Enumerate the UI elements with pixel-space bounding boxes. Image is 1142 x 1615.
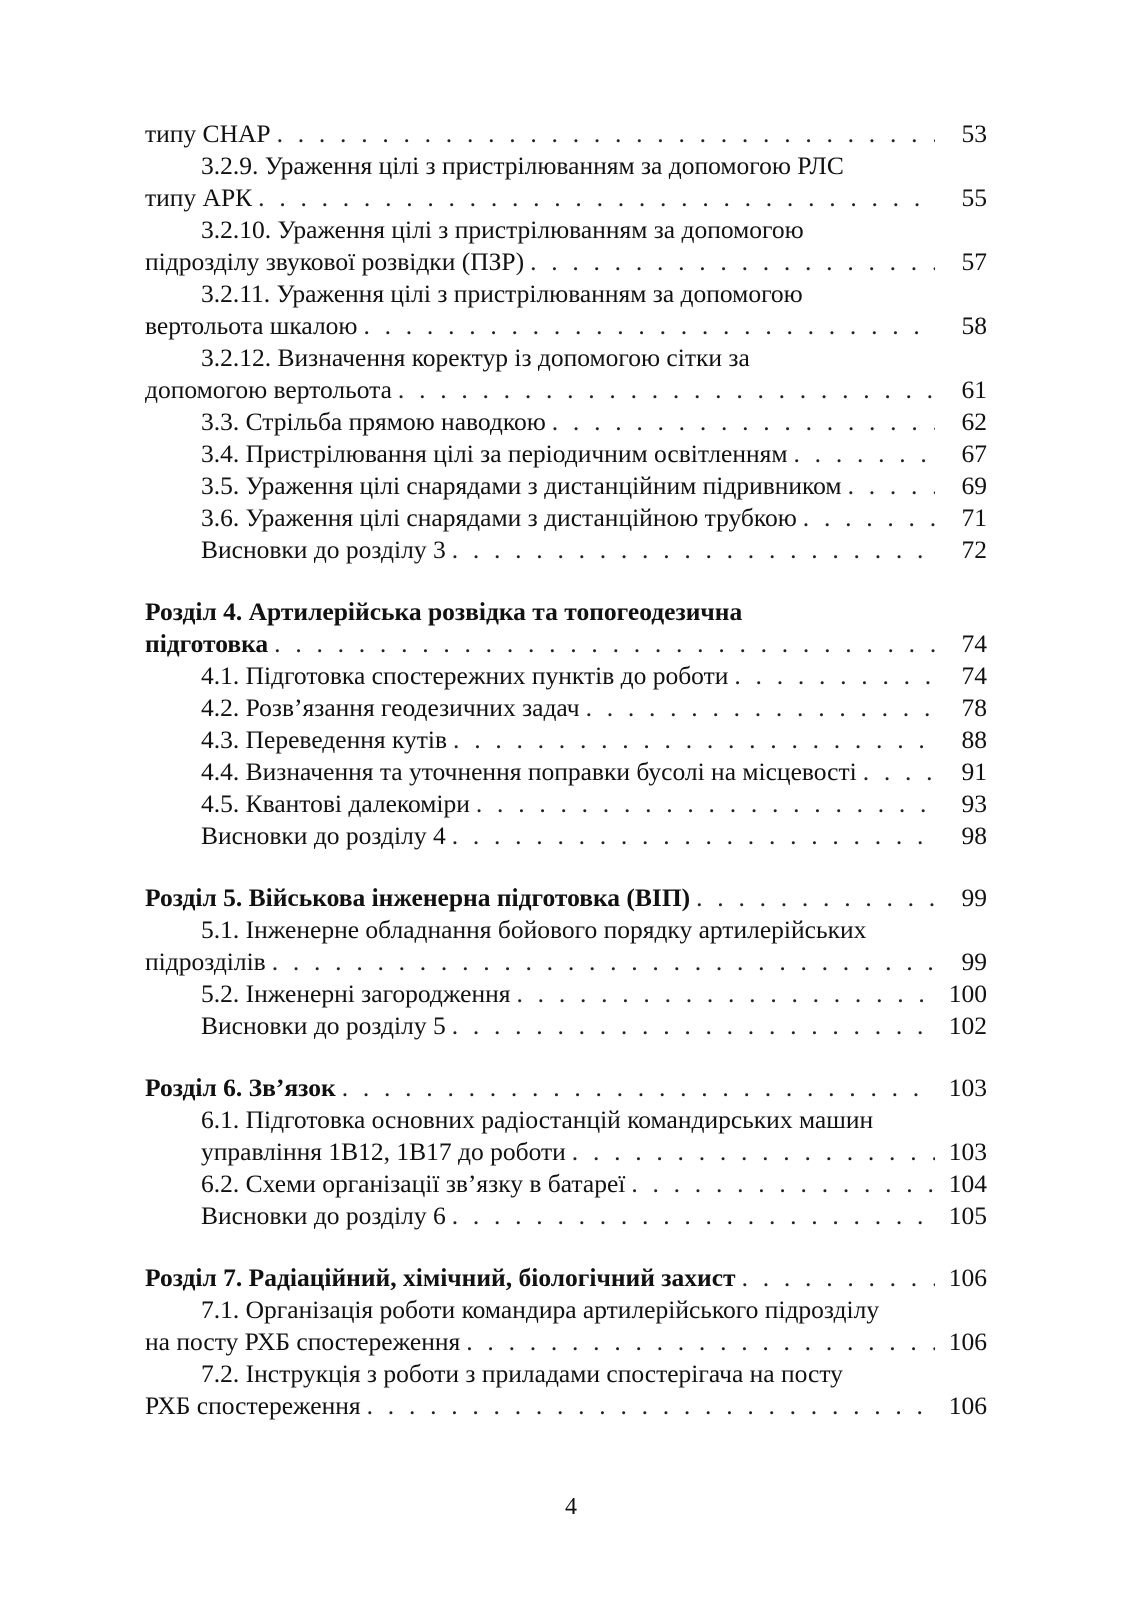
toc-entry-title: Розділ 6. Зв’язок xyxy=(145,1073,336,1102)
dot-leader xyxy=(848,470,935,502)
toc-entry-title: Висновки до розділу 4 xyxy=(201,821,446,850)
toc-entry-title-line: 6.1. Підготовка основних радіостанцій командирських машин xyxy=(201,1105,874,1134)
section-gap xyxy=(145,1042,987,1072)
toc-entry-title: 3.6. Ураження цілі снарядами з дистанційною трубкою xyxy=(201,503,797,532)
toc-entry-row xyxy=(201,502,987,534)
dot-leader xyxy=(530,246,935,278)
toc-entry xyxy=(145,1136,987,1168)
dot-leader xyxy=(794,438,935,470)
toc-page-number: 57 xyxy=(961,247,987,276)
toc-entry xyxy=(145,118,987,150)
dot-leader xyxy=(452,820,935,852)
dot-leader xyxy=(452,1010,935,1042)
toc-entry-title: 4.1. Підготовка спостережних пунктів до роботи xyxy=(201,661,729,690)
toc-entry xyxy=(145,788,987,820)
dot-leader xyxy=(742,1262,935,1294)
toc-page-number: 88 xyxy=(961,725,987,754)
toc-entry-row xyxy=(201,692,987,724)
toc-entry-row xyxy=(201,470,987,502)
toc-entry-title: 4.4. Визначення та уточнення поправки бусолі на місцевості xyxy=(201,757,857,786)
toc-entry xyxy=(145,1168,987,1200)
toc-entry-row xyxy=(201,406,987,438)
dot-leader xyxy=(274,628,935,660)
toc-entry-row xyxy=(145,882,987,914)
table-of-contents xyxy=(145,118,987,1422)
toc-page-number: 72 xyxy=(961,535,987,564)
toc-page-number: 58 xyxy=(961,311,987,340)
dot-leader xyxy=(452,1200,935,1232)
toc-page-number: 71 xyxy=(961,503,987,532)
toc-entry-row xyxy=(145,1072,987,1104)
dot-leader xyxy=(466,1326,935,1358)
dot-leader xyxy=(803,502,935,534)
toc-page-number: 67 xyxy=(961,439,987,468)
toc-entry xyxy=(145,310,987,342)
dot-leader xyxy=(277,118,935,150)
toc-entry-title: підготовка xyxy=(145,629,269,658)
toc-entry-title: Розділ 7. Радіаційний, хімічний, біологічний захист xyxy=(145,1263,736,1292)
toc-page-number: 53 xyxy=(961,119,987,148)
toc-entry-row xyxy=(201,1200,987,1232)
dot-leader xyxy=(586,692,935,724)
toc-entry-row xyxy=(145,246,987,278)
toc-entry-row xyxy=(201,724,987,756)
toc-entry xyxy=(145,724,987,756)
toc-entry-row xyxy=(145,182,987,214)
toc-entry xyxy=(145,406,987,438)
toc-section-entry xyxy=(145,1262,987,1294)
toc-section-entry xyxy=(145,882,987,914)
toc-entry-row xyxy=(201,978,987,1010)
toc-entry-row xyxy=(201,1136,987,1168)
toc-entry-row xyxy=(145,1326,987,1358)
toc-entry-row xyxy=(145,628,987,660)
toc-page-number: 99 xyxy=(961,947,987,976)
toc-entry xyxy=(145,534,987,566)
toc-entry-title-line: 7.2. Інструкція з роботи з приладами спостерігача на посту xyxy=(201,1359,843,1388)
toc-entry-title: типу СНАР xyxy=(145,119,271,148)
dot-leader xyxy=(363,310,935,342)
toc-entry xyxy=(145,246,987,278)
toc-page-number: 78 xyxy=(961,693,987,722)
toc-entry xyxy=(145,374,987,406)
toc-entry-title: підрозділів xyxy=(145,947,266,976)
dot-leader xyxy=(734,660,935,692)
toc-entry-row xyxy=(145,946,987,978)
toc-entry-title: 6.2. Схеми організації зв’язку в батареї xyxy=(201,1169,626,1198)
dot-leader xyxy=(696,882,935,914)
dot-leader xyxy=(258,182,935,214)
toc-entry-title: 3.4. Пристрілювання цілі за періодичним освітленням xyxy=(201,439,788,468)
toc-page-number: 103 xyxy=(948,1137,987,1166)
toc-page-number: 106 xyxy=(948,1327,987,1356)
toc-entry xyxy=(145,1326,987,1358)
toc-entry xyxy=(145,438,987,470)
toc-entry-row xyxy=(201,1168,987,1200)
toc-entry xyxy=(145,502,987,534)
toc-entry-row xyxy=(145,1390,987,1422)
toc-entry-row xyxy=(201,534,987,566)
toc-entry xyxy=(145,1200,987,1232)
section-gap xyxy=(145,852,987,882)
toc-entry-row xyxy=(201,820,987,852)
toc-page-number: 99 xyxy=(961,883,987,912)
dot-leader xyxy=(572,1136,935,1168)
toc-section-entry xyxy=(145,628,987,660)
toc-page-number: 100 xyxy=(948,979,987,1008)
toc-entry-title-line: 3.2.9. Ураження цілі з пристрілюванням за допомогою РЛС xyxy=(201,151,844,180)
toc-section-entry xyxy=(145,1072,987,1104)
toc-entry-title-line: 3.2.10. Ураження цілі з пристрілюванням за допомогою xyxy=(201,215,804,244)
toc-entry-title: на посту РХБ спостереження xyxy=(145,1327,461,1356)
toc-entry-title: Висновки до розділу 6 xyxy=(201,1201,446,1230)
toc-entry-title-line: 7.1. Організація роботи командира артилерійського підрозділу xyxy=(201,1295,880,1324)
dot-leader xyxy=(517,978,935,1010)
toc-entry-title: 4.5. Квантові далекоміри xyxy=(201,789,470,818)
toc-entry xyxy=(145,660,987,692)
toc-page-number: 93 xyxy=(961,789,987,818)
toc-entry xyxy=(145,978,987,1010)
toc-entry xyxy=(145,820,987,852)
toc-entry xyxy=(145,692,987,724)
dot-leader xyxy=(272,946,935,978)
toc-entry-title: управління 1В12, 1В17 до роботи xyxy=(201,1137,566,1166)
dot-leader xyxy=(863,756,935,788)
toc-entry-row xyxy=(201,1010,987,1042)
toc-entry-title-line: 5.1. Інженерне обладнання бойового порядку артилерійських xyxy=(201,915,867,944)
toc-entry-row xyxy=(145,374,987,406)
toc-entry-row xyxy=(201,756,987,788)
toc-section-heading: Розділ 4. Артилерійська розвідка та топогеодезична xyxy=(145,597,743,626)
toc-entry-row xyxy=(201,660,987,692)
dot-leader xyxy=(453,724,935,756)
toc-page-number: 98 xyxy=(961,821,987,850)
toc-page-number: 74 xyxy=(961,629,987,658)
toc-entry xyxy=(145,1010,987,1042)
toc-page-number: 102 xyxy=(948,1011,987,1040)
toc-page-number: 55 xyxy=(961,183,987,212)
toc-page-number: 104 xyxy=(948,1169,987,1198)
toc-entry-row xyxy=(145,1262,987,1294)
toc-entry-title: РХБ спостереження xyxy=(145,1391,361,1420)
toc-entry-title-line: 3.2.11. Ураження цілі з пристрілюванням за допомогою xyxy=(201,279,803,308)
section-gap xyxy=(145,1232,987,1262)
toc-entry-row xyxy=(145,118,987,150)
toc-entry-title: підрозділу звукової розвідки (ПЗР) xyxy=(145,247,525,276)
toc-page-number: 74 xyxy=(961,661,987,690)
section-gap xyxy=(145,566,987,596)
toc-entry-title: 4.2. Розв’язання геодезичних задач xyxy=(201,693,580,722)
toc-page-number: 103 xyxy=(948,1073,987,1102)
toc-entry xyxy=(145,470,987,502)
toc-page-number: 105 xyxy=(948,1201,987,1230)
dot-leader xyxy=(476,788,935,820)
dot-leader xyxy=(552,406,935,438)
toc-entry-title: допомогою вертольота xyxy=(145,375,392,404)
toc-entry-row xyxy=(201,438,987,470)
dot-leader xyxy=(452,534,935,566)
toc-entry xyxy=(145,182,987,214)
toc-page-number: 69 xyxy=(961,471,987,500)
dot-leader xyxy=(367,1390,935,1422)
dot-leader xyxy=(342,1072,935,1104)
toc-entry-row xyxy=(201,788,987,820)
toc-entry-title: 3.5. Ураження цілі снарядами з дистанційним підривником xyxy=(201,471,842,500)
toc-page-number: 106 xyxy=(948,1263,987,1292)
toc-entry-title: 3.3. Стрільба прямою наводкою xyxy=(201,407,546,436)
toc-page-number: 91 xyxy=(961,757,987,786)
toc-entry-title: Висновки до розділу 5 xyxy=(201,1011,446,1040)
toc-entry-title: типу АРК xyxy=(145,183,253,212)
toc-entry-title: 5.2. Інженерні загородження xyxy=(201,979,511,1008)
toc-entry-title: вертольота шкалою xyxy=(145,311,358,340)
dot-leader xyxy=(631,1168,935,1200)
toc-page-number: 61 xyxy=(961,375,987,404)
toc-entry-title: 4.3. Переведення кутів xyxy=(201,725,448,754)
toc-entry xyxy=(145,756,987,788)
toc-page-number: 106 xyxy=(948,1391,987,1420)
toc-entry-title: Висновки до розділу 3 xyxy=(201,535,446,564)
toc-entry xyxy=(145,946,987,978)
toc-page-number: 62 xyxy=(961,407,987,436)
dot-leader xyxy=(398,374,935,406)
toc-entry xyxy=(145,1390,987,1422)
toc-entry-title-line: 3.2.12. Визначення коректур із допомогою сітки за xyxy=(201,343,750,372)
page-number: 4 xyxy=(565,1494,577,1520)
toc-entry-row xyxy=(145,310,987,342)
toc-entry-title: Розділ 5. Військова інженерна підготовка (ВІП) xyxy=(145,883,691,912)
